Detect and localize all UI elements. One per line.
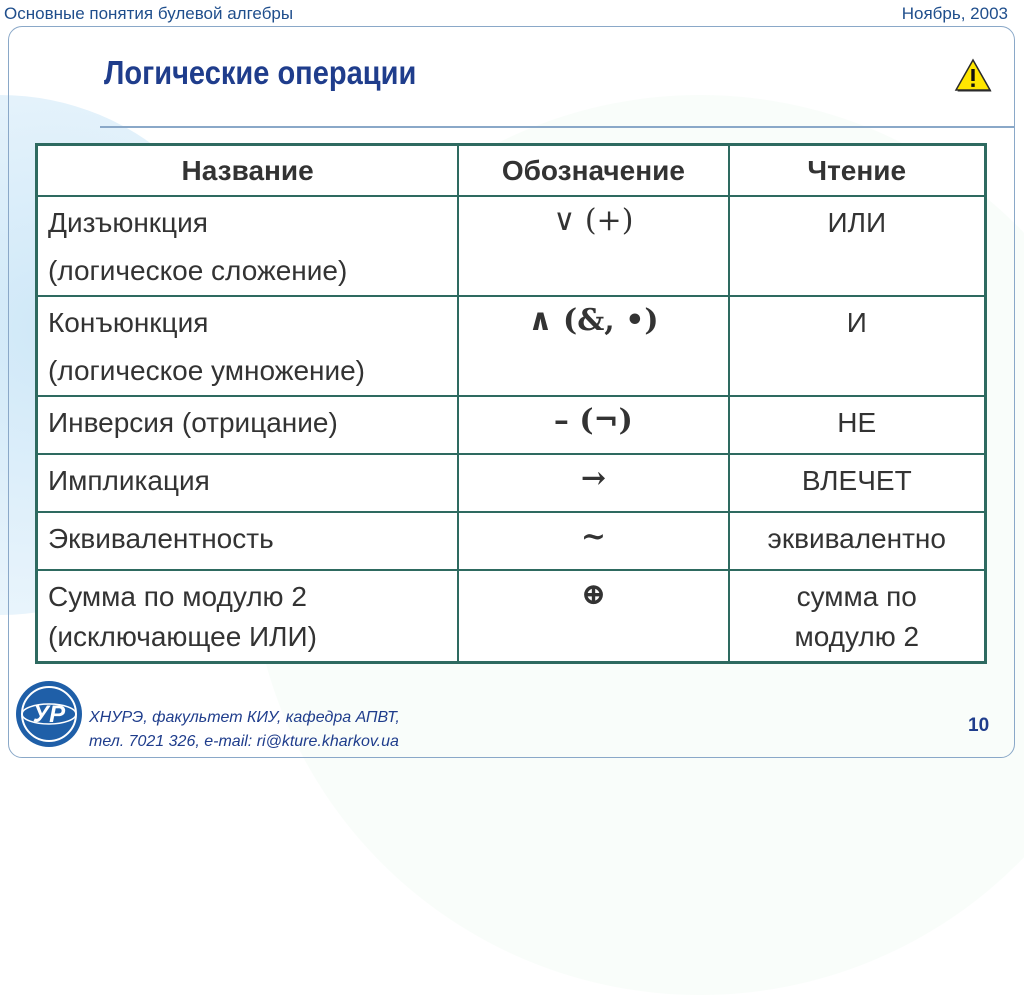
table-row [37,196,986,296]
column-header: Название [37,145,459,197]
operation-reading-line: сумма по [796,581,917,612]
slide-topic: Основные понятия булевой алгебры [4,4,294,23]
operation-reading-line: модулю 2 [794,621,920,652]
operation-name-line: Инверсия (отрицание) [48,407,338,438]
logo-text: УР [32,701,66,728]
table-row [37,570,986,662]
operation-name-line: Дизъюнкция [48,207,208,238]
operation-name-line: (исключающее ИЛИ) [48,621,318,652]
operation-reading: ВЛЕЧЕТ [729,454,986,512]
operation-name [37,570,459,662]
column-header: Обозначение [458,145,728,197]
table-row [37,396,986,454]
table-header-row [37,145,986,197]
operation-name-line: Эквивалентность [48,523,274,554]
footer-contacts [89,706,400,754]
operation-name-line: Сумма по модулю 2 [48,581,307,612]
table-row [37,296,986,396]
operations-table [35,143,987,664]
slide-date: Ноябрь, 2003 [901,4,1008,23]
column-header: Чтение [729,145,986,197]
operation-symbol: ∨ (+) [458,196,728,296]
operation-name-line: Импликация [48,465,210,496]
operation-symbol: ⊕ [458,570,728,662]
operation-name [37,512,459,570]
operation-name [37,396,459,454]
operation-reading: эквивалентно [729,512,986,570]
table-row [37,454,986,512]
operation-name-line: (логическое умножение) [48,355,366,386]
operation-reading: НЕ [729,396,986,454]
operation-symbol: ~ [458,512,728,570]
operation-symbol: → [458,454,728,512]
operation-reading: ИЛИ [729,196,986,296]
footer-line: ХНУРЭ, факультет КИУ, кафедра АПВТ, [89,709,400,726]
table-row [37,512,986,570]
operation-name [37,296,459,396]
footer-line: тел. 7021 326, e-mail: ri@kture.kharkov.ua [89,733,399,750]
page-title: Логические операции [104,54,417,91]
operation-name [37,196,459,296]
university-logo [15,680,83,748]
operation-reading [729,570,986,662]
operation-name-line: Конъюнкция [48,307,209,338]
operation-name [37,454,459,512]
operation-symbol: – (¬) [458,396,728,454]
page-number: 10 [968,715,990,736]
operation-name-line: (логическое сложение) [48,255,348,286]
title-divider [100,126,1014,128]
warning-icon[interactable] [954,58,992,92]
operation-symbol: ∧ (&, •) [458,296,728,396]
operation-reading: И [729,296,986,396]
